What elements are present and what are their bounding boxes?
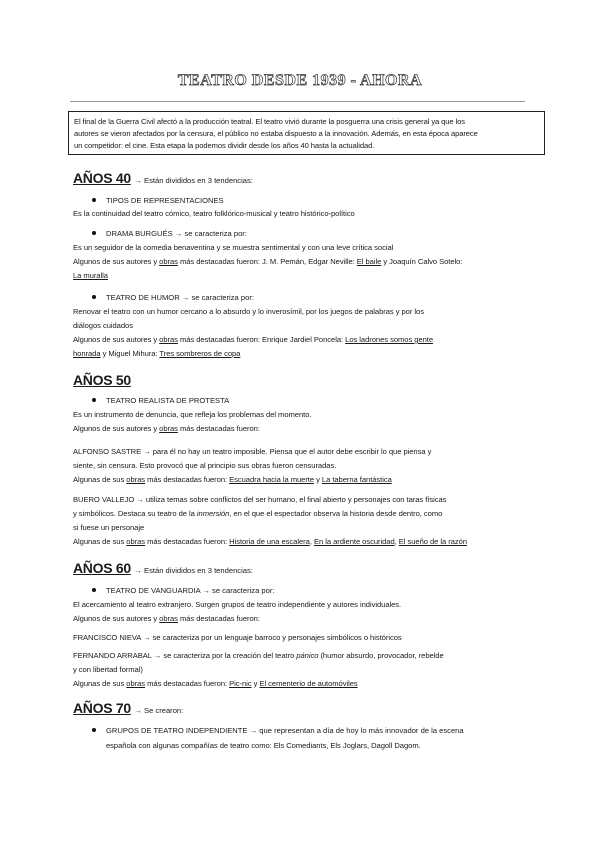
text-line: BUERO VALLEJO → utiliza temas sobre conflictos del ser humano, el final abierto y personajes con taras físicas — [73, 495, 447, 504]
section-heading-rest: → Están divididos en 3 tendencias: — [134, 566, 253, 575]
section-heading-50 — [73, 372, 131, 388]
text-line: Algunas de sus obras más destacadas fueron: Historia de una escalera, En la ardiente oscuridad, El sueño de la razón — [73, 537, 468, 546]
bullet-dot-icon — [92, 198, 96, 202]
page-title: TEATRO DESDE 1939 - AHORA — [177, 72, 423, 89]
text-line: Algunos de sus autores y obras más destacadas fueron: — [73, 424, 260, 433]
text-line: Algunos de sus autores y obras más destacadas fueron: J. M. Pemán, Edgar Neville: El baile y Joaquín Calvo Sotelo: — [73, 257, 463, 266]
text-line: Algunos de sus autores y obras más destacadas fueron: — [73, 614, 260, 623]
bullet-item — [92, 726, 464, 735]
section-heading-rest: → Se crearon: — [134, 706, 184, 715]
bullet-label: GRUPOS DE TEATRO INDEPENDIENTE → que representan a día de hoy lo más innovador de la escena — [106, 726, 464, 735]
bullet-label: DRAMA BURGUÉS → se caracteriza por: — [106, 229, 247, 238]
section-heading-label: AÑOS 70 — [73, 700, 131, 716]
text-line: española con algunas compañías de teatro como: Els Comediants, Els Joglars, Dagoll Dagom. — [106, 741, 421, 750]
intro-box — [68, 111, 545, 155]
section-heading-label: AÑOS 40 — [73, 170, 131, 186]
bullet-item — [92, 293, 254, 302]
text-line: Algunos de sus autores y obras más destacadas fueron: Enrique Jardiel Poncela: Los ladrones somos gente — [73, 335, 434, 344]
intro-line: autores se vieron afectados por la censura, el público no estaba dispuesto a la innovación. Además, en esta época aparece — [74, 129, 478, 139]
bullet-item — [92, 229, 247, 238]
text-line: ALFONSO SASTRE → para él no hay un teatro imposible. Piensa que el autor debe escribir lo que piensa y — [73, 447, 432, 456]
bullet-dot-icon — [92, 588, 96, 592]
title-divider — [70, 101, 525, 102]
section-heading-label: AÑOS 60 — [73, 560, 131, 576]
section-heading-rest: → Están divididos en 3 tendencias: — [134, 176, 253, 185]
text-line: Es un seguidor de la comedia benaventina y se muestra sentimental y con una leve crítica social — [73, 243, 394, 252]
intro-line: El final de la Guerra Civil afectó a la producción teatral. El teatro vivió durante la posguerra una crisis general ya que los — [74, 117, 465, 126]
section-heading-60 — [73, 560, 253, 576]
text-line: diálogos cuidados — [73, 321, 133, 330]
bullet-label: TIPOS DE REPRESENTACIONES — [106, 196, 224, 205]
bullet-item — [92, 196, 224, 205]
text-line: FERNANDO ARRABAL → se caracteriza por la creación del teatro pánico (humor absurdo, provocador, rebelde — [73, 651, 444, 660]
text-line: Es la continuidad del teatro cómico, teatro folklórico-musical y teatro histórico-político — [73, 209, 355, 218]
bullet-label: TEATRO REALISTA DE PROTESTA — [106, 396, 230, 405]
text-line: siente, sin censura. Esto provocó que al principio sus obras fueron censuradas. — [73, 461, 337, 470]
text-line: Algunas de sus obras más destacadas fueron: Escuadra hacia la muerte y La taberna fantástica — [73, 475, 392, 484]
section-heading-label: AÑOS 50 — [73, 372, 131, 388]
bullet-item — [92, 396, 229, 405]
text-line: y con libertad formal) — [73, 665, 143, 674]
bullet-dot-icon — [92, 295, 96, 299]
text-line: si fuese un personaje — [73, 523, 145, 532]
text-line: Algunas de sus obras más destacadas fueron: Pic-nic y El cementerio de automóviles — [73, 679, 358, 688]
bullet-dot-icon — [92, 398, 96, 402]
bullet-dot-icon — [92, 231, 96, 235]
bullet-item — [92, 586, 275, 595]
text-line: La muralla — [73, 271, 108, 280]
text-line: El acercamiento al teatro extranjero. Surgen grupos de teatro independiente y autores individuales. — [73, 600, 402, 609]
section-heading-40 — [73, 170, 253, 186]
text-line: Renovar el teatro con un humor cercano a lo absurdo y lo inverosímil, por los juegos de palabras y por los — [73, 307, 424, 316]
intro-line: un competidor: el cine. Esta etapa la podemos dividir desde los años 40 hasta la actualidad. — [74, 141, 375, 151]
bullet-label: TEATRO DE HUMOR → se caracteriza por: — [106, 293, 254, 302]
bullet-label: TEATRO DE VANGUARDIA → se caracteriza por: — [106, 586, 275, 595]
text-line: y simbólicos. Destaca su teatro de la inmersión, en el que el espectador observa la historia desde dentro, como — [73, 509, 443, 518]
text-line: FRANCISCO NIEVA → se caracteriza por un lenguaje barroco y personajes simbólicos o históricos — [73, 633, 402, 642]
text-line: honrada y Miguel Mihura: Tres sombreros de copa — [73, 349, 241, 358]
text-line: Es un instrumento de denuncia, que refleja los problemas del momento. — [73, 410, 312, 419]
bullet-dot-icon — [92, 728, 96, 732]
section-heading-70 — [73, 700, 183, 716]
